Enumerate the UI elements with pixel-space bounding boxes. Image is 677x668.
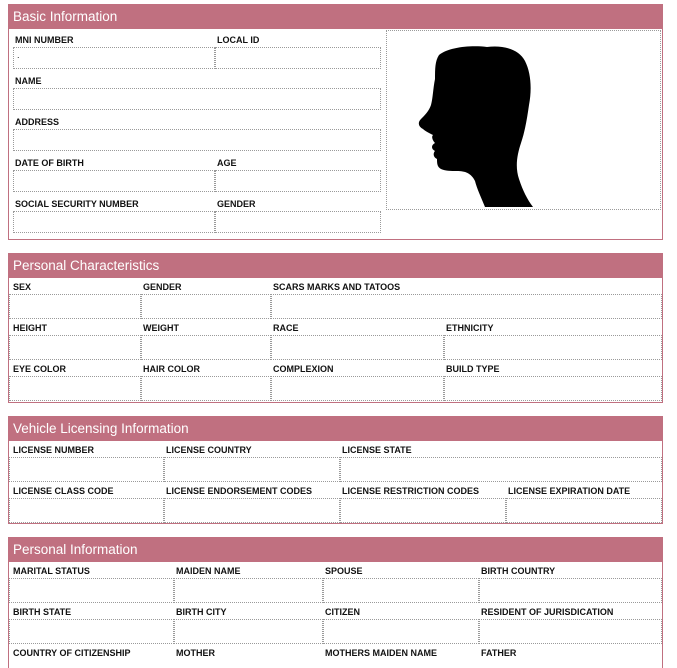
- license-state-label: LICENSE STATE: [342, 445, 412, 455]
- citizen-field[interactable]: [323, 619, 479, 644]
- birth-city-field[interactable]: [174, 619, 323, 644]
- eye-color-label: EYE COLOR: [13, 364, 67, 374]
- vehicle-licensing-panel: [8, 416, 663, 524]
- personal-characteristics-header: Personal Characteristics: [9, 254, 662, 278]
- personal-characteristics-panel: [8, 253, 663, 403]
- complexion-label: COMPLEXION: [273, 364, 334, 374]
- license-country-field[interactable]: [164, 457, 340, 482]
- race-field[interactable]: [271, 335, 444, 360]
- license-country-label: LICENSE COUNTRY: [166, 445, 252, 455]
- father-label: FATHER: [481, 648, 517, 658]
- scars-label: SCARS MARKS AND TATOOS: [273, 282, 401, 292]
- spouse-field[interactable]: [323, 578, 479, 603]
- birth-state-field[interactable]: [9, 619, 174, 644]
- date-of-birth-field[interactable]: [13, 170, 215, 192]
- height-field[interactable]: [9, 335, 141, 360]
- mni-number-field[interactable]: .: [13, 47, 215, 69]
- mother-label: MOTHER: [176, 648, 215, 658]
- age-field[interactable]: [215, 170, 381, 192]
- age-label: AGE: [217, 158, 237, 168]
- birth-country-label: BIRTH COUNTRY: [481, 566, 556, 576]
- gender-label: GENDER: [217, 199, 256, 209]
- basic-information-header: Basic Information: [9, 5, 662, 29]
- local-id-field[interactable]: [215, 47, 381, 69]
- build-type-label: BUILD TYPE: [446, 364, 500, 374]
- scars-field[interactable]: [271, 294, 662, 319]
- personal-information-panel: [8, 537, 663, 668]
- photo-frame[interactable]: [386, 30, 661, 210]
- birth-state-label: BIRTH STATE: [13, 607, 72, 617]
- license-endorsement-label: LICENSE ENDORSEMENT CODES: [166, 486, 313, 496]
- weight-label: WEIGHT: [143, 323, 179, 333]
- maiden-name-label: MAIDEN NAME: [176, 566, 241, 576]
- weight-field[interactable]: [141, 335, 271, 360]
- name-field[interactable]: [13, 88, 381, 110]
- gender-field[interactable]: [215, 211, 381, 233]
- license-expiration-field[interactable]: [506, 498, 662, 523]
- license-expiration-label: LICENSE EXPIRATION DATE: [508, 486, 631, 496]
- name-label: NAME: [15, 76, 42, 86]
- marital-status-label: MARITAL STATUS: [13, 566, 90, 576]
- gender-label: GENDER: [143, 282, 182, 292]
- maiden-name-field[interactable]: [174, 578, 323, 603]
- vehicle-licensing-header: Vehicle Licensing Information: [9, 417, 662, 441]
- country-of-citizenship-label: COUNTRY OF CITIZENSHIP: [13, 648, 131, 658]
- hair-color-field[interactable]: [141, 376, 271, 401]
- resident-field[interactable]: [479, 619, 662, 644]
- resident-label: RESIDENT OF JURISDICATION: [481, 607, 614, 617]
- ethnicity-field[interactable]: [444, 335, 662, 360]
- personal-information-header: Personal Information: [9, 538, 662, 562]
- birth-city-label: BIRTH CITY: [176, 607, 227, 617]
- birth-country-field[interactable]: [479, 578, 662, 603]
- complexion-field[interactable]: [271, 376, 444, 401]
- ssn-label: SOCIAL SECURITY NUMBER: [15, 199, 139, 209]
- height-label: HEIGHT: [13, 323, 48, 333]
- address-field[interactable]: [13, 129, 381, 151]
- license-number-field[interactable]: [9, 457, 164, 482]
- gender-field[interactable]: [141, 294, 271, 319]
- race-label: RACE: [273, 323, 299, 333]
- sex-label: SEX: [13, 282, 32, 292]
- license-restriction-field[interactable]: [340, 498, 506, 523]
- sex-field[interactable]: [9, 294, 141, 319]
- ssn-field[interactable]: [13, 211, 215, 233]
- basic-information-panel: [8, 4, 663, 240]
- hair-color-label: HAIR COLOR: [143, 364, 200, 374]
- mni-number-label: MNI NUMBER: [15, 35, 74, 45]
- license-state-field[interactable]: [340, 457, 662, 482]
- mothers-maiden-name-label: MOTHERS MAIDEN NAME: [325, 648, 437, 658]
- address-label: ADDRESS: [15, 117, 60, 127]
- license-restriction-label: LICENSE RESTRICTION CODES: [342, 486, 480, 496]
- eye-color-field[interactable]: [9, 376, 141, 401]
- license-number-label: LICENSE NUMBER: [13, 445, 95, 455]
- spouse-label: SPOUSE: [325, 566, 363, 576]
- head-silhouette-icon: [387, 31, 660, 209]
- ethnicity-label: ETHNICITY: [446, 323, 494, 333]
- marital-status-field[interactable]: [9, 578, 174, 603]
- citizen-label: CITIZEN: [325, 607, 360, 617]
- license-class-field[interactable]: [9, 498, 164, 523]
- build-type-field[interactable]: [444, 376, 662, 401]
- license-class-label: LICENSE CLASS CODE: [13, 486, 114, 496]
- date-of-birth-label: DATE OF BIRTH: [15, 158, 84, 168]
- local-id-label: LOCAL ID: [217, 35, 260, 45]
- license-endorsement-field[interactable]: [164, 498, 340, 523]
